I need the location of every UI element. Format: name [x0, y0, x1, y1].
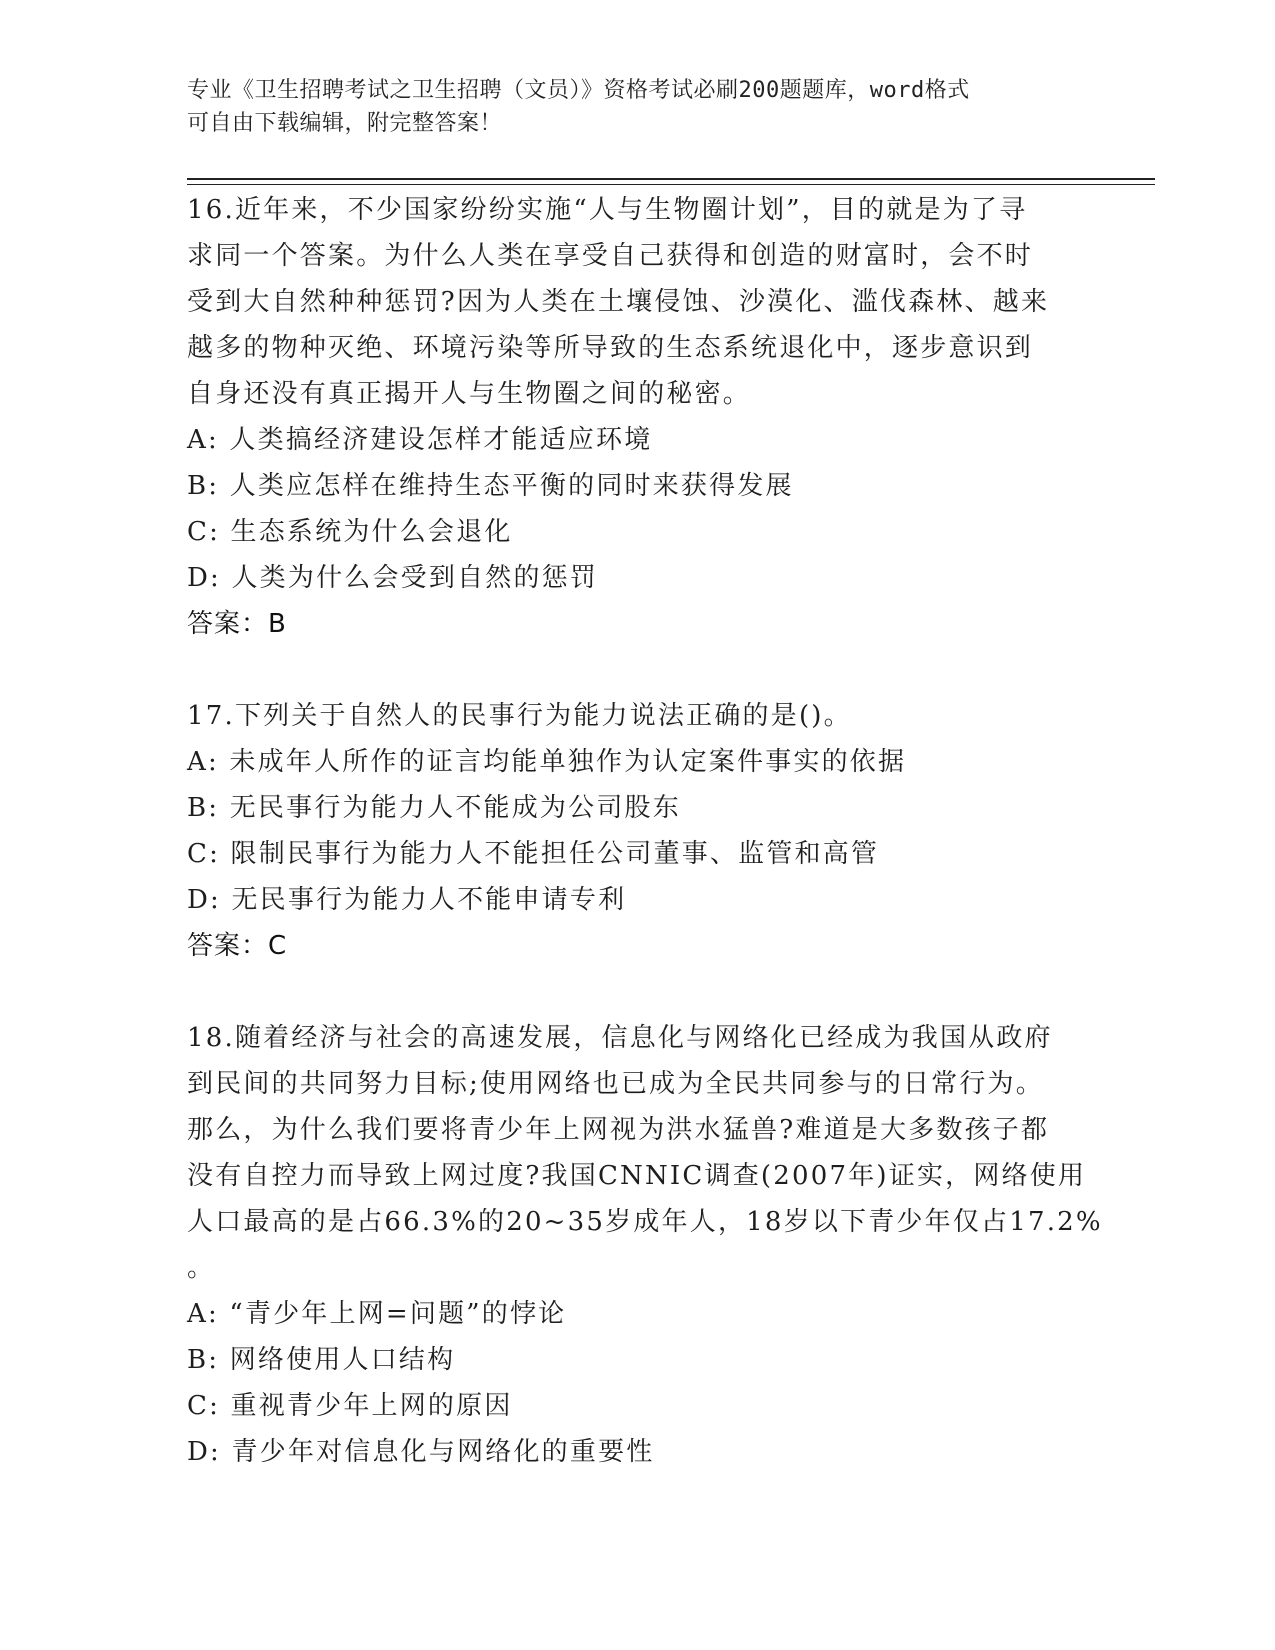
question-18-text-line-6: 。: [187, 1253, 216, 1283]
question-16-option-b: B: 人类应怎样在维持生态平衡的同时来获得发展: [187, 471, 794, 501]
question-16-text-line-5: 自身还没有真正揭开人与生物圈之间的秘密。: [187, 379, 752, 409]
question-18: [187, 1015, 1103, 1475]
header-divider-thick: [187, 178, 1155, 180]
question-17-option-c: C: 限制民事行为能力人不能担任公司董事、监管和高管: [187, 839, 880, 869]
question-list: [187, 187, 1103, 1475]
question-16-option-a: A: 人类搞经济建设怎样才能适应环境: [187, 425, 653, 455]
question-16-text-line-4: 越多的物种灭绝、环境污染等所导致的生态系统退化中，逐步意识到: [187, 333, 1034, 363]
question-17-option-b: B: 无民事行为能力人不能成为公司股东: [187, 793, 681, 823]
question-18-text-line-4: 没有自控力而导致上网过度?我国CNNIC调查(2007年)证实，网络使用: [187, 1161, 1087, 1191]
question-16-text-line-1: 16.近年来，不少国家纷纷实施“人与生物圈计划”，目的就是为了寻: [187, 195, 1028, 225]
question-18-text-line-5: 人口最高的是占66.3%的20~35岁成年人，18岁以下青少年仅占17.2%: [187, 1207, 1103, 1237]
question-17-text-line-1: 17.下列关于自然人的民事行为能力说法正确的是()。: [187, 701, 852, 731]
question-17-answer: 答案：C: [187, 931, 288, 961]
question-16-text-line-3: 受到大自然种种惩罚?因为人类在土壤侵蚀、沙漠化、滥伐森林、越来: [187, 287, 1050, 317]
question-18-option-c: C: 重视青少年上网的原因: [187, 1391, 513, 1421]
question-18-option-b: B: 网络使用人口结构: [187, 1345, 456, 1375]
header-title-line-1: 专业《卫生招聘考试之卫生招聘（文员）》资格考试必刷200题题库，word格式: [187, 78, 970, 103]
question-16-answer: 答案：B: [187, 609, 287, 639]
question-16-text-line-2: 求同一个答案。为什么人类在享受自己获得和创造的财富时，会不时: [187, 241, 1034, 271]
question-17: [187, 693, 1087, 969]
question-17-option-d: D: 无民事行为能力人不能申请专利: [187, 885, 627, 915]
question-16: [187, 187, 1087, 647]
question-spacer: [187, 647, 1087, 693]
question-18-option-d: D: 青少年对信息化与网络化的重要性: [187, 1437, 655, 1467]
question-16-option-d: D: 人类为什么会受到自然的惩罚: [187, 563, 599, 593]
question-17-option-a: A: 未成年人所作的证言均能单独作为认定案件事实的依据: [187, 747, 907, 777]
question-16-option-c: C: 生态系统为什么会退化: [187, 517, 513, 547]
question-spacer: [187, 969, 1087, 1015]
question-18-option-a: A: “青少年上网=问题”的悖论: [187, 1299, 567, 1329]
document-header: [187, 74, 1087, 140]
question-18-text-line-3: 那么，为什么我们要将青少年上网视为洪水猛兽?难道是大多数孩子都: [187, 1115, 1050, 1145]
header-title-line-2: 可自由下载编辑，附完整答案！: [187, 111, 503, 136]
question-18-text-line-2: 到民间的共同努力目标;使用网络也已成为全民共同参与的日常行为。: [187, 1069, 1044, 1099]
header-divider-thin: [187, 184, 1155, 185]
question-18-text-line-1: 18.随着经济与社会的高速发展，信息化与网络化已经成为我国从政府: [187, 1023, 1053, 1053]
